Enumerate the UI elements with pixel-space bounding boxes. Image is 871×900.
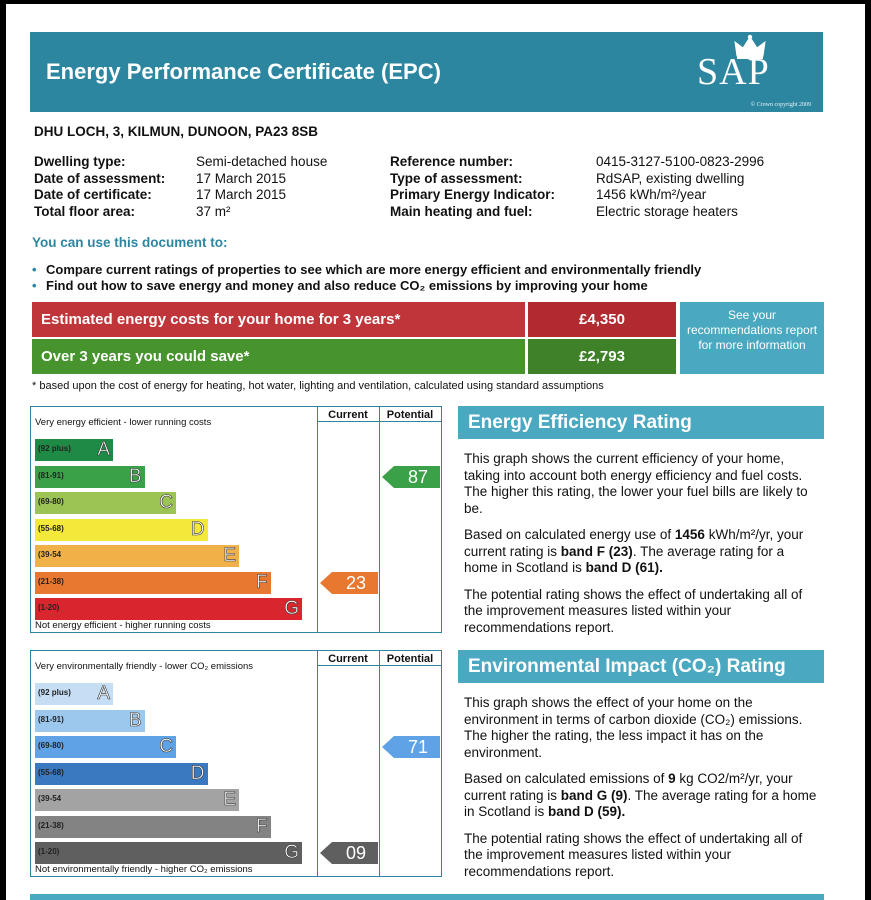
band-e bbox=[35, 545, 239, 567]
chart-bottom-note: Not environmentally friendly - higher CO₂ emissions bbox=[35, 864, 253, 875]
detail-value: Electric storage heaters bbox=[596, 203, 738, 219]
band-d bbox=[35, 763, 208, 785]
usage-bullets bbox=[32, 262, 701, 294]
estimated-cost-row bbox=[32, 302, 678, 337]
detail-label: Reference number: bbox=[390, 154, 514, 169]
column-divider bbox=[317, 651, 318, 876]
column-divider bbox=[379, 651, 380, 876]
band-letter: G bbox=[284, 598, 299, 619]
list-item: • Compare current ratings of properties to see which are more energy efficient and environmentally friendly bbox=[32, 262, 702, 277]
band-b bbox=[35, 466, 145, 488]
detail-row bbox=[34, 171, 327, 188]
energy-info-paragraph-2: Based on calculated energy use of 1456 kWh/m²/yr, your current rating is band F (23). The average rating for a home in Scotland is band D (61). bbox=[464, 527, 804, 575]
estimated-cost-label: Estimated energy costs for your home for 3 years* bbox=[32, 302, 525, 337]
detail-label: Dwelling type: bbox=[34, 154, 126, 169]
estimated-cost-value: £4,350 bbox=[528, 302, 676, 337]
property-address: DHU LOCH, 3, KILMUN, DUNOON, PA23 8SB bbox=[34, 124, 319, 139]
band-range: (69-80) bbox=[38, 497, 64, 506]
band-letter: E bbox=[223, 545, 236, 566]
energy-costs-panel bbox=[32, 302, 824, 374]
band-range: (81-91) bbox=[38, 714, 64, 724]
band-range: (55-68) bbox=[38, 523, 64, 533]
footnote: * based upon the cost of energy for heating, hot water, lighting and ventilation, calculated using standard assumptions bbox=[32, 380, 604, 392]
environmental-impact-chart bbox=[30, 650, 442, 877]
list-item: • Find out how to save energy and money and also reduce CO₂ emissions by improving your home bbox=[32, 278, 648, 293]
band-a bbox=[35, 439, 113, 461]
column-divider bbox=[317, 407, 318, 632]
band-b bbox=[35, 710, 145, 732]
current-rating-value: 09 bbox=[345, 843, 367, 863]
energy-info-paragraph-1: This graph shows the current efficiency of your home, taking into account both energy efficiency and fuel costs. The higher this rating, the lower your fuel bills are likely to be. bbox=[464, 451, 808, 516]
crown-copyright: © Crown copyright 2009 bbox=[750, 102, 811, 108]
current-rating-arrow bbox=[320, 842, 378, 864]
band-letter: G bbox=[284, 842, 299, 863]
co2-info-paragraph-2: Based on calculated emissions of 9 kg CO2/m²/yr, your current rating is band G (9). The average rating for a home in Scotland is band D (59). bbox=[464, 771, 817, 819]
savings-value: £2,793 bbox=[528, 339, 676, 374]
band-g bbox=[35, 842, 302, 864]
potential-rating-arrow bbox=[382, 736, 440, 758]
detail-value: 0415-3127-5100-0823-2996 bbox=[596, 154, 765, 169]
detail-row bbox=[390, 154, 764, 171]
band-letter: A bbox=[97, 439, 110, 460]
chart-bottom-note: Not energy efficient - higher running costs bbox=[35, 620, 211, 631]
band-letter: C bbox=[159, 736, 173, 757]
band-c bbox=[35, 736, 176, 758]
details-left bbox=[34, 154, 327, 220]
co2-info-paragraph-1: This graph shows the effect of your home on the environment in terms of carbon dioxide (CO₂) emissions. The higher the rating, the less impact it has on the environment. bbox=[464, 695, 803, 760]
potential-column-header: Potential bbox=[386, 409, 434, 421]
savings-row bbox=[32, 339, 678, 374]
energy-info-paragraph-3: The potential rating shows the effect of undertaking all of the improvement measures listed within your recommendations report. bbox=[464, 586, 803, 635]
bullet-icon: • bbox=[32, 278, 37, 293]
band-d bbox=[35, 519, 208, 541]
sap-logo bbox=[693, 34, 813, 110]
band-letter: F bbox=[255, 815, 268, 837]
band-letter: D bbox=[190, 762, 205, 784]
band-range: (39-54 bbox=[38, 794, 62, 803]
header-divider bbox=[317, 421, 442, 422]
detail-value: 17 March 2015 bbox=[196, 170, 287, 186]
detail-value: 17 March 2015 bbox=[196, 187, 287, 202]
detail-label: Main heating and fuel: bbox=[390, 203, 533, 219]
band-f bbox=[35, 572, 271, 594]
potential-rating-value: 87 bbox=[407, 466, 429, 487]
potential-rating-arrow bbox=[382, 466, 440, 488]
band-g bbox=[35, 598, 302, 620]
band-range: (92 plus) bbox=[38, 688, 71, 697]
band-letter: D bbox=[190, 518, 205, 540]
detail-row bbox=[390, 187, 764, 204]
detail-row bbox=[390, 171, 764, 188]
detail-row bbox=[34, 204, 327, 221]
detail-value: Semi-detached house bbox=[196, 154, 328, 169]
detail-row bbox=[34, 154, 327, 171]
recommendations-link-box[interactable]: See your recommendations report for more information bbox=[680, 302, 824, 374]
band-letter: B bbox=[128, 709, 142, 731]
band-range: (1-20) bbox=[38, 847, 60, 856]
co2-info-paragraph-3: The potential rating shows the effect of undertaking all of the improvement measures listed within your recommendations report. bbox=[464, 830, 803, 879]
band-e bbox=[35, 789, 239, 811]
band-range: (81-91) bbox=[38, 470, 64, 480]
detail-label: Date of assessment: bbox=[34, 170, 166, 186]
header-divider bbox=[317, 665, 442, 666]
co2-rating-info bbox=[458, 650, 824, 890]
band-a bbox=[35, 683, 113, 705]
band-range: (21-38) bbox=[38, 576, 64, 586]
band-range: (69-80) bbox=[38, 741, 64, 750]
band-c bbox=[35, 492, 176, 514]
band-letter: A bbox=[97, 683, 110, 704]
potential-column-header: Potential bbox=[386, 653, 434, 665]
detail-label: Date of certificate: bbox=[34, 187, 152, 202]
header-banner bbox=[30, 32, 823, 112]
current-rating-value: 23 bbox=[345, 572, 367, 593]
column-divider bbox=[379, 407, 380, 632]
detail-value: 1456 kWh/m²/year bbox=[596, 187, 707, 202]
savings-label: Over 3 years you could save* bbox=[32, 339, 525, 374]
band-letter: F bbox=[255, 571, 268, 593]
sap-logo-text: SAP bbox=[697, 51, 770, 93]
band-range: (21-38) bbox=[38, 820, 64, 830]
current-column-header: Current bbox=[328, 653, 368, 665]
energy-efficiency-chart bbox=[30, 406, 442, 633]
band-letter: B bbox=[128, 465, 142, 487]
certificate-page bbox=[6, 4, 865, 900]
details-right bbox=[390, 154, 764, 220]
potential-rating-value: 71 bbox=[407, 737, 429, 757]
chart-top-note: Very environmentally friendly - lower CO₂ emissions bbox=[35, 661, 254, 672]
bottom-bar bbox=[30, 894, 824, 900]
band-range: (1-20) bbox=[38, 603, 60, 612]
co2-rating-title: Environmental Impact (CO₂) Rating bbox=[458, 650, 824, 683]
current-rating-arrow bbox=[320, 572, 378, 594]
use-document-heading: You can use this document to: bbox=[32, 235, 228, 250]
band-range: (92 plus) bbox=[38, 444, 71, 453]
current-column-header: Current bbox=[328, 409, 368, 421]
page-title: Energy Performance Certificate (EPC) bbox=[46, 59, 441, 84]
detail-value: 37 m² bbox=[196, 203, 231, 219]
detail-row bbox=[390, 204, 764, 221]
chart-top-note: Very energy efficient - lower running costs bbox=[35, 417, 212, 428]
band-letter: E bbox=[223, 789, 236, 810]
band-f bbox=[35, 816, 271, 838]
detail-label: Type of assessment: bbox=[390, 170, 523, 186]
detail-label: Total floor area: bbox=[34, 203, 136, 219]
bullet-icon: • bbox=[32, 262, 37, 277]
detail-value: RdSAP, existing dwelling bbox=[596, 170, 745, 186]
band-range: (39-54 bbox=[38, 550, 62, 559]
detail-label: Primary Energy Indicator: bbox=[390, 187, 556, 202]
detail-row bbox=[34, 187, 327, 204]
band-range: (55-68) bbox=[38, 767, 64, 777]
energy-rating-title: Energy Efficiency Rating bbox=[458, 406, 824, 439]
band-letter: C bbox=[159, 492, 173, 513]
energy-rating-info bbox=[458, 406, 824, 646]
